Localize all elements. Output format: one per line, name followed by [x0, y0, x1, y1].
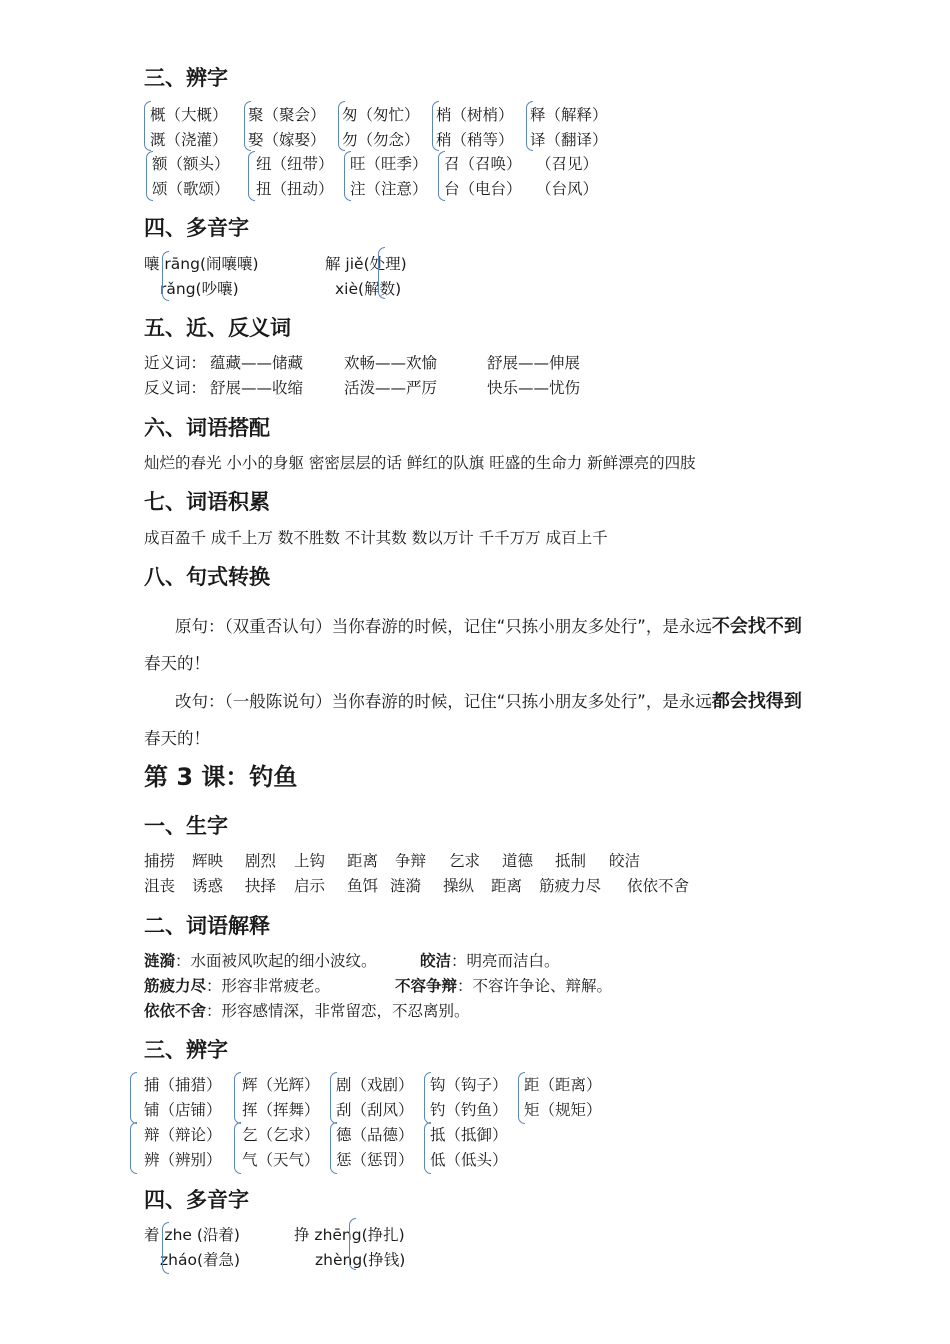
- char-pair: 气（天气）: [242, 1151, 320, 1169]
- char-pair: 德（品德）: [336, 1126, 414, 1144]
- brace-icon: [244, 101, 251, 151]
- word-pair: 舒展——伸展: [487, 354, 581, 372]
- char-pair: 勿（勿念）: [342, 131, 420, 149]
- section-heading: 二、词语解释: [144, 914, 270, 938]
- char-pair: 译（翻译）: [530, 131, 608, 149]
- term: 皎洁: [420, 952, 452, 970]
- char-pair: 挥（挥舞）: [242, 1101, 320, 1119]
- word: 道德: [502, 852, 534, 870]
- char-pair: 捕（捕猎）: [144, 1076, 222, 1094]
- brace-icon: [378, 247, 385, 299]
- polyphone-line: 着 zhe (沿着): [144, 1226, 240, 1244]
- rewritten-sentence-end: 春天的！: [144, 729, 210, 748]
- char-pair: 娶（嫁娶）: [248, 131, 326, 149]
- char-pair: 聚（聚会）: [248, 106, 326, 124]
- polyphone-line: 解 jiě(处理): [325, 255, 407, 273]
- word-pair: 舒展——收缩: [210, 379, 304, 397]
- word: 上钩: [294, 852, 326, 870]
- section-heading: 五、近、反义词: [144, 316, 291, 340]
- char-pair: 辩（辩论）: [144, 1126, 222, 1144]
- char-pair: 距（距离）: [524, 1076, 602, 1094]
- definition: ：明亮而洁白。: [451, 952, 560, 970]
- word: 操纵: [443, 877, 475, 895]
- word: 辉映: [192, 852, 224, 870]
- char-pair: 低（低头）: [430, 1151, 508, 1169]
- char-pair: 乞（乞求）: [242, 1126, 320, 1144]
- polyphone-line: zhèng(挣钱): [315, 1251, 406, 1269]
- brace-icon: [344, 151, 351, 201]
- char-pair: 台（电台）: [444, 180, 522, 198]
- definition-item: [395, 974, 612, 996]
- char-pair: 扭（扭动）: [256, 180, 334, 198]
- word-pair: 活泼——严厉: [344, 379, 438, 397]
- brace-icon: [424, 1072, 431, 1124]
- brace-icon: [338, 101, 345, 151]
- word: 筋疲力尽: [539, 877, 602, 895]
- char-pair: 召（召唤）: [444, 155, 522, 173]
- word: 抉择: [245, 877, 277, 895]
- polyphone-line: 嚷 rāng(闹嚷嚷): [144, 255, 259, 273]
- polyphone-line: zháo(着急): [160, 1251, 241, 1269]
- lesson-title: 第 3 课：钓鱼: [144, 763, 298, 791]
- word: 沮丧: [144, 877, 176, 895]
- word-pair: 欢畅——欢愉: [344, 354, 438, 372]
- brace-icon: [432, 101, 439, 151]
- char-pair: 额（额头）: [152, 155, 230, 173]
- term: 不容争辩: [395, 977, 458, 995]
- section-heading: 三、辨字: [144, 1038, 228, 1062]
- char-pair: （台风）: [536, 180, 599, 198]
- brace-icon: [526, 101, 533, 151]
- rewritten-sentence: 改句：（一般陈说句）当你春游的时候，记住“只拣小朋友多处行”，是永远都会找得到: [175, 691, 802, 712]
- term: 涟漪: [144, 952, 176, 970]
- definition: ：不容许争论、辩解。: [457, 977, 613, 995]
- definition: ：形容感情深，非常留恋，不忍离别。: [206, 1002, 470, 1020]
- brace-icon: [234, 1072, 241, 1124]
- char-pair: 纽（纽带）: [256, 155, 334, 173]
- brace-icon: [424, 1122, 431, 1174]
- idiom-line: 成百盈千 成千上万 数不胜数 不计其数 数以万计 千千万万 成百上千: [144, 529, 608, 547]
- definition: ：水面被风吹起的细小波纹。: [175, 952, 377, 970]
- char-pair: 矩（规矩）: [524, 1101, 602, 1119]
- char-pair: 梢（树梢）: [436, 106, 514, 124]
- char-pair: 辉（光辉）: [242, 1076, 320, 1094]
- char-pair: 注（注意）: [350, 180, 428, 198]
- brace-icon: [162, 1222, 169, 1274]
- definition-item: [144, 974, 330, 996]
- char-pair: 钓（钓鱼）: [430, 1101, 508, 1119]
- char-pair: 辨（辨别）: [144, 1151, 222, 1169]
- char-pair: 抵（抵御）: [430, 1126, 508, 1144]
- section-heading: 一、生字: [144, 814, 228, 838]
- brace-icon: [234, 1122, 241, 1174]
- collocation-line: 灿烂的春光 小小的身躯 密密层层的话 鲜红的队旗 旺盛的生命力 新鲜漂亮的四肢: [144, 454, 696, 472]
- char-pair: 概（大概）: [150, 106, 228, 124]
- brace-icon: [130, 1072, 137, 1124]
- section-heading: 六、词语搭配: [144, 416, 270, 440]
- char-pair: 颂（歌颂）: [152, 180, 230, 198]
- word: 抵制: [555, 852, 587, 870]
- section-heading: 四、多音字: [144, 216, 249, 240]
- word: 距离: [347, 852, 379, 870]
- emphasis: 不会找不到: [711, 616, 802, 637]
- char-pair: 钩（钩子）: [430, 1076, 508, 1094]
- char-pair: 释（解释）: [530, 106, 608, 124]
- polyphone-line: xiè(解数): [335, 280, 402, 298]
- definition-item: [420, 949, 560, 971]
- antonym-label: 反义词：: [144, 379, 207, 397]
- brace-icon: [330, 1122, 337, 1174]
- word: 鱼饵: [347, 877, 379, 895]
- char-pair: 稍（稍等）: [436, 131, 514, 149]
- original-sentence-end: 春天的！: [144, 654, 210, 673]
- char-pair: 刮（刮风）: [336, 1101, 414, 1119]
- section-heading: 四、多音字: [144, 1188, 249, 1212]
- word-pair: 蕴藏——储藏: [210, 354, 304, 372]
- brace-icon: [130, 1122, 137, 1174]
- word-pair: 快乐——忧伤: [487, 379, 581, 397]
- char-pair: 匆（匆忙）: [342, 106, 420, 124]
- brace-icon: [146, 151, 153, 201]
- word: 剧烈: [245, 852, 277, 870]
- polyphone-line: rǎng(吵嚷): [160, 280, 239, 298]
- brace-icon: [248, 151, 255, 201]
- word: 距离: [491, 877, 523, 895]
- word: 捕捞: [144, 852, 176, 870]
- brace-icon: [349, 1218, 356, 1270]
- brace-icon: [438, 151, 445, 201]
- section-heading: 八、句式转换: [144, 565, 270, 589]
- section-heading: 三、辨字: [144, 66, 228, 90]
- word: 启示: [294, 877, 326, 895]
- definition: ：形容非常疲老。: [206, 977, 331, 995]
- section-heading: 七、词语积累: [144, 490, 270, 514]
- word: 乞求: [449, 852, 481, 870]
- brace-icon: [518, 1072, 525, 1124]
- word: 争辩: [395, 852, 427, 870]
- original-sentence: 原句：（双重否认句）当你春游的时候，记住“只拣小朋友多处行”，是永远不会找不到: [175, 616, 802, 637]
- term: 依依不舍: [144, 1002, 207, 1020]
- word: 依依不舍: [627, 877, 690, 895]
- word: 诱惑: [192, 877, 224, 895]
- emphasis: 都会找得到: [711, 691, 802, 712]
- char-pair: 惩（惩罚）: [336, 1151, 414, 1169]
- term: 筋疲力尽: [144, 977, 207, 995]
- brace-icon: [330, 1072, 337, 1124]
- char-pair: （召见）: [536, 155, 599, 173]
- brace-icon: [144, 101, 151, 151]
- brace-icon: [162, 251, 169, 301]
- char-pair: 剧（戏剧）: [336, 1076, 414, 1094]
- definition-item: [144, 999, 470, 1021]
- char-pair: 旺（旺季）: [350, 155, 428, 173]
- definition-item: [144, 949, 377, 971]
- char-pair: 铺（店铺）: [144, 1101, 222, 1119]
- word: 涟漪: [390, 877, 422, 895]
- polyphone-line: 挣 zhēng(挣扎): [294, 1226, 405, 1244]
- synonym-label: 近义词：: [144, 354, 207, 372]
- char-pair: 溉（浇灌）: [150, 131, 228, 149]
- word: 皎洁: [609, 852, 641, 870]
